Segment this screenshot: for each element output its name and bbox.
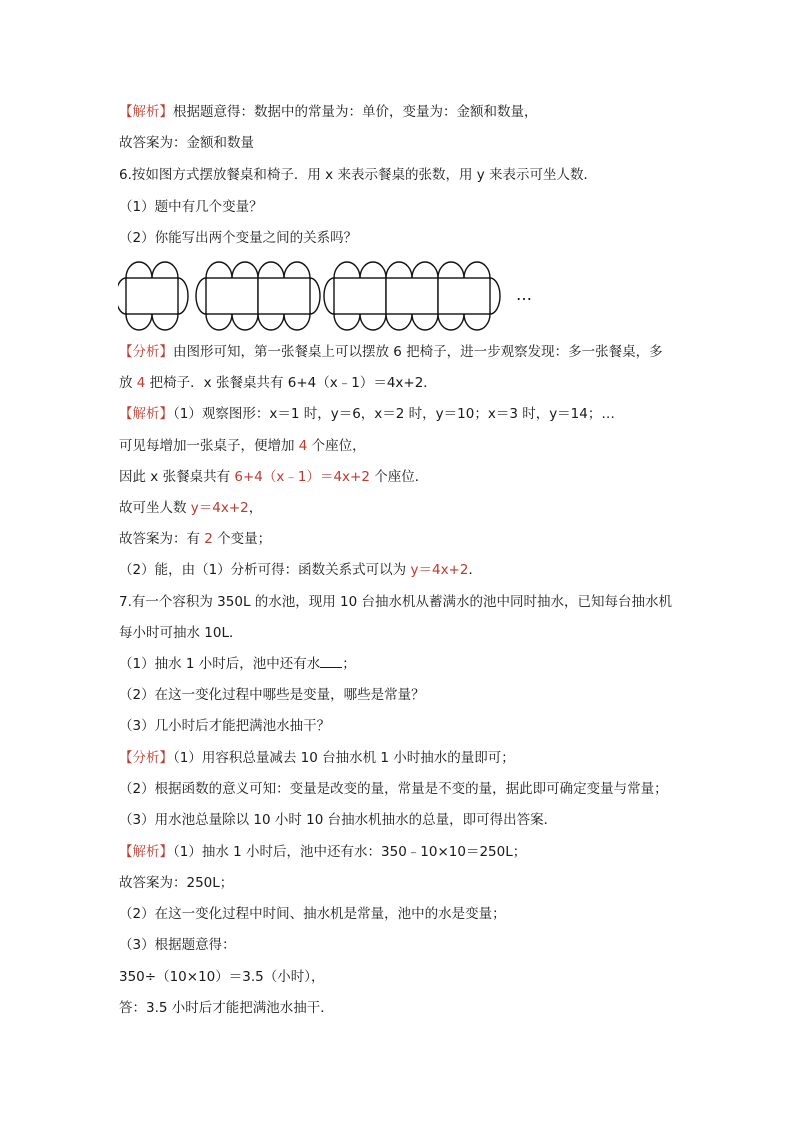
text-line bbox=[119, 624, 694, 642]
answer-value: 2 bbox=[204, 531, 213, 547]
section-tag: 【分析】 bbox=[119, 750, 173, 766]
answer-value: 4 bbox=[298, 438, 308, 454]
section-tag: 【分析】 bbox=[119, 344, 173, 360]
line-text: 个座位． bbox=[369, 469, 429, 485]
line-text: ； bbox=[342, 656, 356, 672]
text-line bbox=[119, 166, 694, 184]
text-line bbox=[119, 343, 694, 361]
text-line bbox=[119, 811, 694, 829]
line-text: 由图形可知，第一张餐桌上可以摆放 6 把椅子，进一步观察发现：多一张餐桌，多 bbox=[173, 344, 663, 360]
text-line bbox=[119, 103, 694, 121]
text-line bbox=[119, 561, 694, 579]
line-text: 个座位， bbox=[307, 438, 366, 454]
text-line bbox=[119, 405, 694, 423]
line-text: ， bbox=[248, 500, 263, 516]
answer-value: y＝4x+2 bbox=[190, 500, 249, 516]
line-text: 每小时可抽水 10L． bbox=[119, 625, 243, 641]
text-line bbox=[119, 905, 694, 923]
line-text: （3）用水池总量除以 10 小时 10 台抽水机抽水的总量，即可得出答案． bbox=[119, 812, 558, 828]
tables-chairs-figure bbox=[118, 260, 548, 332]
line-text: 答：3.5 小时后才能把满池水抽干． bbox=[119, 1000, 334, 1016]
line-text: ． bbox=[468, 562, 482, 578]
line-text: 7.有一个容积为 350L 的水池，现用 10 台抽水机从蓄满水的池中同时抽水，已知每台抽水机 bbox=[119, 594, 673, 610]
line-text: （2）在这一变化过程中哪些是变量，哪些是常量？ bbox=[119, 687, 425, 703]
text-line bbox=[119, 780, 694, 798]
text-line bbox=[119, 655, 694, 673]
line-text: （1）用容积总量减去 10 台抽水机 1 小时抽水的量即可； bbox=[173, 750, 515, 766]
text-line bbox=[119, 999, 694, 1017]
text-line bbox=[119, 499, 694, 517]
line-text: 故答案为：有 bbox=[119, 531, 205, 547]
section-tag: 【解析】 bbox=[119, 104, 173, 120]
figure-ellipsis: … bbox=[516, 285, 532, 304]
text-line bbox=[119, 530, 694, 548]
line-text: 可见每增加一张桌子，便增加 bbox=[119, 438, 299, 454]
table bbox=[334, 278, 386, 314]
line-text: （3）根据题意得： bbox=[119, 937, 236, 953]
line-text: （2）根据函数的意义可知：变量是改变的量，常量是不变的量，据此即可确定变量与常量； bbox=[119, 781, 668, 797]
line-text: （1）题中有几个变量？ bbox=[119, 199, 263, 215]
text-line bbox=[119, 686, 694, 704]
line-text: （2）你能写出两个变量之间的关系吗？ bbox=[119, 230, 358, 246]
answer-blank[interactable] bbox=[320, 655, 342, 668]
text-line bbox=[119, 229, 694, 247]
text-line bbox=[119, 198, 694, 216]
line-text: 根据题意得：数据中的常量为：单价，变量为：金额和数量， bbox=[173, 104, 538, 120]
line-text: 6.按如图方式摆放餐桌和椅子．用 x 来表示餐桌的张数，用 y 来表示可坐人数． bbox=[119, 167, 598, 183]
line-text: （2）能，由（1）分析可得：函数关系式可以为 bbox=[119, 562, 411, 578]
section-tag: 【解析】 bbox=[119, 406, 173, 422]
text-line bbox=[119, 749, 694, 767]
line-text: 因此 x 张餐桌共有 bbox=[119, 469, 235, 485]
answer-value: 6+4（x﹣1）＝4x+2 bbox=[234, 469, 370, 485]
text-line bbox=[119, 968, 694, 986]
table bbox=[386, 278, 438, 314]
text-line bbox=[119, 717, 694, 735]
text-line bbox=[119, 874, 694, 892]
answer-value: 4 bbox=[136, 375, 146, 391]
table bbox=[206, 278, 258, 314]
line-text: （1）抽水 1 小时后，池中还有水：350﹣10×10＝250L； bbox=[173, 844, 527, 860]
text-line bbox=[119, 843, 694, 861]
line-text: 故答案为：金额和数量 bbox=[119, 135, 254, 151]
section-tag: 【解析】 bbox=[119, 844, 173, 860]
line-text: 350÷（10×10）＝3.5（小时）， bbox=[119, 969, 325, 985]
text-line bbox=[119, 134, 694, 152]
text-line bbox=[119, 593, 694, 611]
text-line bbox=[119, 437, 694, 455]
line-text: 个变量； bbox=[212, 531, 272, 547]
text-line bbox=[119, 374, 694, 392]
table bbox=[258, 278, 310, 314]
line-text: 把椅子．x 张餐桌共有 6+4（x﹣1）＝4x+2． bbox=[145, 375, 437, 391]
line-text: 放 bbox=[119, 375, 137, 391]
text-line bbox=[119, 936, 694, 954]
line-text: （1）抽水 1 小时后，池中还有水 bbox=[119, 656, 321, 672]
line-text: （1）观察图形：x＝1 时，y＝6，x＝2 时，y＝10；x＝3 时，y＝14；… bbox=[173, 406, 615, 422]
table bbox=[126, 278, 178, 314]
line-text: 故答案为：250L； bbox=[119, 875, 234, 891]
answer-value: y＝4x+2 bbox=[410, 562, 469, 578]
line-text: （2）在这一变化过程中时间、抽水机是常量，池中的水是变量； bbox=[119, 906, 506, 922]
line-text: （3）几小时后才能把满池水抽干？ bbox=[119, 718, 331, 734]
text-line bbox=[119, 468, 694, 486]
line-text: 故可坐人数 bbox=[119, 500, 191, 516]
table bbox=[438, 278, 490, 314]
